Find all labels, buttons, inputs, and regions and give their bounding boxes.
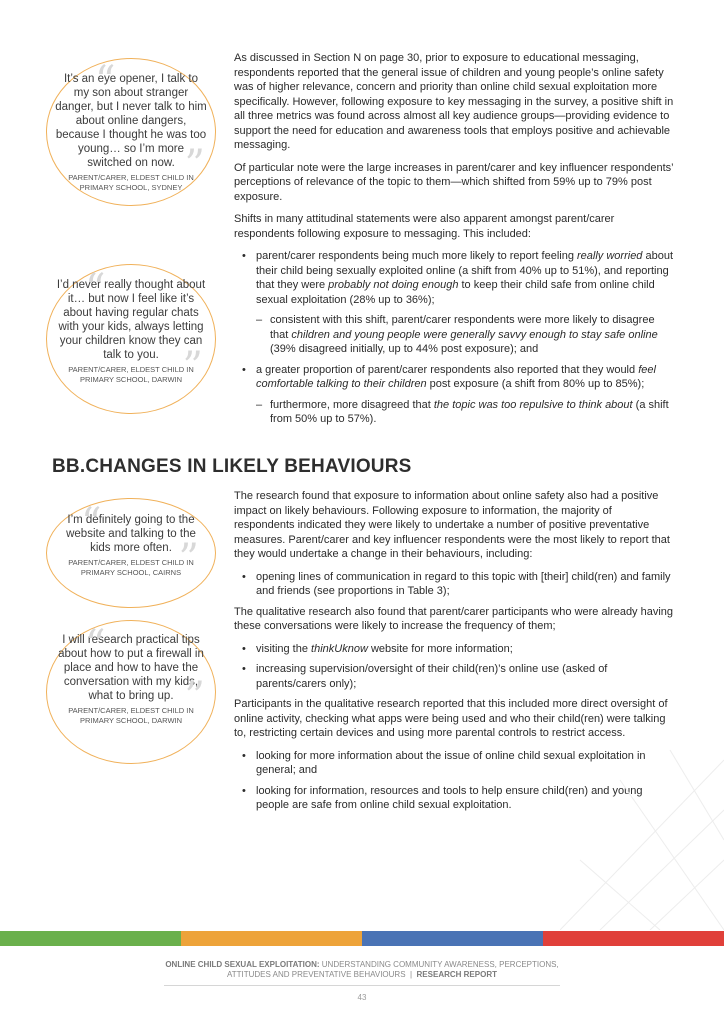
color-band-green [0,931,181,946]
list-item: • increasing supervision/oversight of their child(ren)’s online use (asked of parents/carers only); [234,662,674,691]
open-quote-icon: “ [81,500,102,546]
list-item: • opening lines of communication in regard to this topic with [their] child(ren) and family and friends (see proportions in Table 3); [234,570,674,599]
quote-bubble-2 [46,264,216,414]
close-quote-icon: ” [182,344,203,390]
quote-bubble-4 [46,620,216,764]
section-heading: BB.CHANGES IN LIKELY BEHAVIOURS [52,456,412,477]
paragraph: The research found that exposure to information about online safety also had a positive impact on likely behaviours. Following exposure to information, the majority of respondents indicated they were likely to undertake a number of positive preventative measures. Parent/carer and key influencer respondents were the most likely to report that they would undertake a change in their behaviours, including: [234,490,670,560]
quote-text: It’s an eye opener, I talk to my son about stranger danger, but I never talk to him about online dangers, because I thought he was too young… so I’m more switched on now. [55,73,207,169]
list-item: • looking for information, resources and tools to help ensure child(ren) and young people are safe from online child sexual exploitation. [234,784,674,813]
color-band-orange [181,931,362,946]
quote-attribution: PARENT/CARER, ELDEST CHILD IN PRIMARY SCHOOL, CAIRNS [68,558,194,577]
footer-title: ONLINE CHILD SEXUAL EXPLOITATION: UNDERSTANDING COMMUNITY AWARENESS, PERCEPTIONS, ATTITUDES AND PREVENTATIVE BEHAVIOURS | RESEARCH REPORT [165,960,559,979]
list-subitem: – furthermore, more disagreed that the topic was too repulsive to think about (a shift from 50% up to 57%). [234,398,674,427]
open-quote-icon: “ [85,266,106,312]
list-item: • visiting the thinkUknow website for more information; [234,642,674,657]
paragraph: Of particular note were the large increases in parent/carer and key influencer respondents’ perceptions of relevance of the topic to them—which shifted from 59% up to 79% post exposure. [234,161,674,203]
paragraph: As discussed in Section N on page 30, prior to exposure to educational messaging, respondents reported that the general issue of children and young people’s online safety was of higher relevance, concern and priority than online child sexual exploitation more specifically. However, following exposure to key messaging in the survey, a positive shift in all three metrics was found across almost all key audience groups—providing evidence to support the need for education and awareness tools that employs positive and achievable messaging. [234,52,674,151]
paragraph: Shifts in many attitudinal statements were also apparent amongst parent/carer respondents following exposure to messaging. This included: [234,213,615,240]
decorative-lines [560,740,724,930]
quote-bubble-1 [46,58,216,206]
color-band-red [543,931,724,946]
quote-text: I will research practical tips about how to put a firewall in place and how to have the conversation with my kids, what to bring up. [58,634,204,702]
close-quote-icon: ” [178,536,199,582]
list-item: • looking for more information about the issue of online child sexual exploitation in general; and [234,749,674,778]
bullet-list [234,642,674,692]
list-item: • parent/carer respondents being much more likely to report feeling really worried about their child being sexually exploited online (a shift from 40% up to 51%), and reporting that they were probably not doing enough to keep their child safe from online child sexual exploitation (28% up to 36%); [234,249,674,307]
close-quote-icon: ” [184,142,205,188]
quote-attribution: PARENT/CARER, ELDEST CHILD IN PRIMARY SCHOOL, SYDNEY [68,173,194,192]
open-quote-icon: “ [85,622,106,668]
footer-divider [164,985,560,986]
color-band-blue [362,931,543,946]
close-quote-icon: ” [184,674,205,720]
list-subitem: – consistent with this shift, parent/carer respondents were more likely to disagree that children and young people were generally savvy enough to stay safe online (39% disagreed initially, up to 44% post exposure); and [234,313,674,357]
quote-bubble-3 [46,498,216,608]
bullet-list [234,249,674,427]
quote-attribution: PARENT/CARER, ELDEST CHILD IN PRIMARY SCHOOL, DARWIN [68,706,194,725]
open-quote-icon: “ [95,58,116,104]
section-body-top [234,51,674,433]
bullet-list [234,570,674,599]
paragraph: Participants in the qualitative research reported that this included more direct oversight of online activity, checking what apps were being used and who their child(ren) were talking to, restricting certain devices and using more parental controls to restrict access. [234,698,668,739]
quote-text: I’m definitely going to the website and talking to the kids more often. [66,514,196,554]
paragraph: The qualitative research also found that parent/carer participants who were already having these conversations were likely to increase the frequency of them; [234,605,674,632]
quote-text: I’d never really thought about it… but now I feel like it’s about having regular chats with your kids, always letting your children know they can talk to you. [56,279,206,361]
list-item: • a greater proportion of parent/carer respondents also reported that they would feel comfortable talking to their children post exposure (a shift from 80% up to 85%); [234,363,674,392]
page-number: 43 [357,993,367,1002]
quote-attribution: PARENT/CARER, ELDEST CHILD IN PRIMARY SCHOOL, DARWIN [68,365,194,384]
